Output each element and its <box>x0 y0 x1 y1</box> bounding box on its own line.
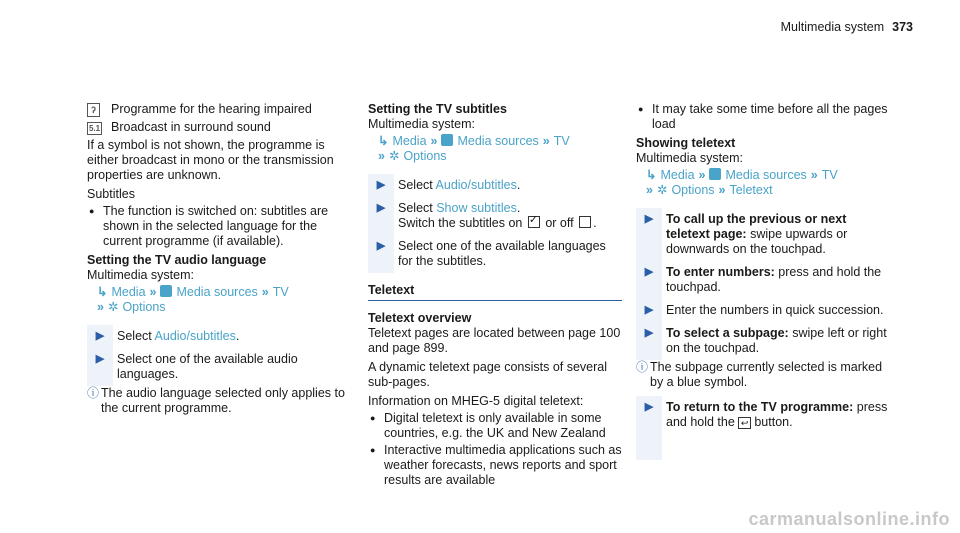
step-arrow-icon: ▶ <box>644 266 654 278</box>
gear-icon: ✲ <box>388 149 400 163</box>
nav-media: Media <box>660 168 695 182</box>
column-2 <box>368 102 622 490</box>
back-button-icon: ↩ <box>738 417 752 429</box>
page-number: 373 <box>892 20 913 34</box>
step-item: ▶ To select a subpage: swipe left or right on the touchpad. <box>636 326 890 356</box>
nav-options: Options <box>122 300 166 314</box>
nav-media: Media <box>111 285 146 299</box>
bullet-icon: ● <box>370 413 376 423</box>
chevron-icon: » <box>718 183 726 197</box>
overview-text: Teletext pages are located between page 100 and page 899. <box>368 326 621 355</box>
nav-sources: Media sources <box>457 134 539 148</box>
step-item: ▶ To enter numbers: press and hold the touchpad. <box>636 265 890 295</box>
step-arrow-icon: ▶ <box>376 202 386 214</box>
step-arrow-icon: ▶ <box>644 401 654 413</box>
subtitles-label: Subtitles <box>87 187 135 201</box>
media-sources-icon <box>441 134 453 146</box>
step-arrow-icon: ▶ <box>644 304 654 316</box>
gear-icon: ✲ <box>656 183 668 197</box>
link-show-subtitles: Show subtitles <box>436 201 517 215</box>
chevron-icon: » <box>810 168 818 182</box>
bullet-icon: ● <box>89 206 95 216</box>
nav-arrow-icon: ↳ <box>646 168 657 182</box>
showing-teletext-heading: Showing teletext <box>636 136 736 150</box>
nav-path <box>87 285 349 315</box>
chevron-icon: » <box>149 285 157 299</box>
overview-heading: Teletext overview <box>368 311 472 325</box>
symbol-row-hearing <box>87 102 349 117</box>
page-header <box>781 20 913 35</box>
symbol-row-surround <box>87 120 349 135</box>
nav-arrow-icon: ↳ <box>378 134 389 148</box>
step-item: ▶ Select Show subtitles. Switch the subtitles on ✓ or off . <box>368 201 622 231</box>
ear-icon: ʔ <box>87 102 111 117</box>
nav-path <box>636 168 890 198</box>
nav-arrow-icon: ↳ <box>97 285 108 299</box>
step-arrow-icon: ▶ <box>644 327 654 339</box>
step-item: ▶ Enter the numbers in quick succession. <box>636 303 890 318</box>
checkbox-off-icon <box>579 216 591 228</box>
nav-sources: Media sources <box>725 168 807 182</box>
symbol-text-hearing: Programme for the hearing impaired <box>111 102 312 116</box>
note: ⓘ The subpage currently selected is marked by a blue symbol. <box>636 360 883 389</box>
step-item: ▶ Select one of the available audio languages. <box>87 352 349 382</box>
surround-icon: 5.1 <box>89 124 101 133</box>
bullet-item: ● It may take some time before all the pages load <box>638 102 888 131</box>
bullet-icon: ● <box>370 445 376 455</box>
paragraph-symbol: If a symbol is not shown, the programme is either broadcast in mono or the transmission properties are unknown. <box>87 138 334 182</box>
nav-teletext: Teletext <box>729 183 773 197</box>
note: ⓘ The audio language selected only applies to the current programme. <box>87 386 345 415</box>
nav-tv: TV <box>553 134 570 148</box>
step-arrow-icon: ▶ <box>95 353 105 365</box>
dynamic-text: A dynamic teletext page consists of several sub-pages. <box>368 360 608 389</box>
step-item: ▶ Select one of the available languages for the subtitles. <box>368 239 622 269</box>
step-arrow-icon: ▶ <box>376 240 386 252</box>
chevron-icon: » <box>698 168 706 182</box>
step-arrow-icon: ▶ <box>95 330 105 342</box>
nav-sources: Media sources <box>176 285 258 299</box>
chevron-icon: » <box>378 149 385 163</box>
chevron-icon: » <box>97 300 104 314</box>
link-audio-subtitles: Audio/subtitles <box>435 178 517 192</box>
chevron-icon: » <box>646 183 653 197</box>
header-section: Multimedia system <box>780 20 885 34</box>
nav-tv: TV <box>272 285 289 299</box>
step-item: ▶ Select Audio/subtitles. <box>368 178 622 193</box>
bullet-item: ● Interactive multimedia applications such as weather forecasts, news reports and sport results are available <box>370 443 622 487</box>
watermark: carmanualsonline.info <box>748 509 950 529</box>
section-heading-teletext: Teletext <box>368 283 622 301</box>
media-sources-icon <box>160 285 172 297</box>
info-text: Information on MHEG-5 digital teletext: <box>368 394 584 408</box>
nav-path <box>368 134 622 164</box>
link-audio-subtitles: Audio/subtitles <box>154 329 236 343</box>
audio-heading: Setting the TV audio language <box>87 253 267 267</box>
bullet-item: ● The function is switched on: subtitles are shown in the selected language for the current programme (if available). <box>89 204 329 248</box>
step-arrow-icon: ▶ <box>376 179 386 191</box>
bullet-item: ● Digital teletext is only available in some countries, e.g. the UK and New Zealand <box>370 411 606 440</box>
nav-options: Options <box>403 149 447 163</box>
nav-tv: TV <box>821 168 838 182</box>
subtitles-system-label: Multimedia system: <box>368 117 475 131</box>
info-icon: ⓘ <box>636 360 649 374</box>
audio-system-label: Multimedia system: <box>87 268 194 282</box>
media-sources-icon <box>709 168 721 180</box>
step-item: ▶ Select Audio/subtitles. <box>87 329 349 344</box>
symbol-text-surround: Broadcast in surround sound <box>111 120 271 134</box>
bullet-icon: ● <box>638 104 644 114</box>
column-1 <box>87 102 349 420</box>
step-arrow-icon: ▶ <box>644 213 654 225</box>
chevron-icon: » <box>542 134 550 148</box>
nav-media: Media <box>392 134 427 148</box>
column-3 <box>636 102 890 438</box>
teletext-system-label: Multimedia system: <box>636 151 743 165</box>
subtitles-heading: Setting the TV subtitles <box>368 102 507 116</box>
chevron-icon: » <box>430 134 438 148</box>
info-icon: ⓘ <box>87 386 100 400</box>
checkbox-on-icon <box>528 216 540 228</box>
chevron-icon: » <box>261 285 269 299</box>
step-item: ▶ To call up the previous or next teletext page: swipe upwards or downwards on the touchpad. <box>636 212 890 257</box>
nav-options: Options <box>671 183 715 197</box>
gear-icon: ✲ <box>107 300 119 314</box>
step-item: ▶ To return to the TV programme: press and hold the ↩ button. <box>636 400 890 430</box>
